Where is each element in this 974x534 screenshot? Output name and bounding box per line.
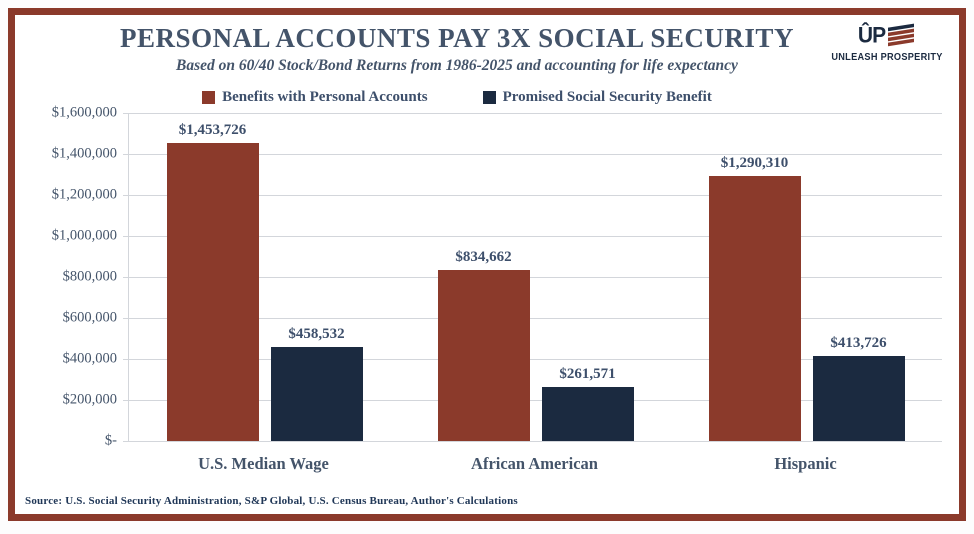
bar-group-african-american: [400, 113, 671, 441]
legend-label-social-security: Promised Social Security Benefit: [502, 89, 712, 105]
y-tick-label: $-: [104, 432, 117, 449]
y-tick-label: $1,000,000: [51, 227, 117, 244]
category-label-hispanic: Hispanic: [774, 454, 837, 473]
y-tick-label: $1,600,000: [51, 104, 117, 121]
source-note: Source: U.S. Social Security Administration, S&P Global, U.S. Census Bureau, Author's Calculations: [25, 495, 518, 507]
y-axis-tick-labels: [15, 104, 117, 449]
bar-value-label: $834,662: [455, 249, 512, 265]
legend-swatch-personal-accounts: [202, 91, 215, 104]
logo-mark: [823, 23, 951, 49]
chart-header: [15, 23, 899, 75]
bar-groups: [129, 113, 942, 441]
unleash-prosperity-logo: [823, 21, 951, 65]
chart-title: PERSONAL ACCOUNTS PAY 3X SOCIAL SECURITY: [120, 23, 794, 53]
chart-subtitle: Based on 60/40 Stock/Bond Returns from 1986-2025 and accounting for life expectancy: [176, 57, 738, 75]
bar-personal-accounts-u-s-median-wage: [167, 122, 259, 441]
y-tick-label: $800,000: [62, 268, 117, 285]
legend-label-personal-accounts: Benefits with Personal Accounts: [222, 89, 428, 105]
bar-value-label: $458,532: [288, 326, 345, 342]
bar-social-security-u-s-median-wage: [271, 326, 363, 441]
bar-group-u-s-median-wage: [129, 113, 400, 441]
y-tick-label: $600,000: [62, 309, 117, 326]
bar-group-hispanic: [671, 113, 942, 441]
x-axis-category-labels: [128, 454, 941, 474]
flag-icon: [886, 23, 916, 49]
chart-frame: [8, 8, 966, 521]
y-tick-label: $400,000: [62, 350, 117, 367]
y-tick-label: $200,000: [62, 391, 117, 408]
legend-swatch-social-security: [483, 91, 496, 104]
y-tick-label: $1,400,000: [51, 145, 117, 162]
legend-item-social-security: [483, 89, 712, 106]
bar-value-label: $261,571: [559, 366, 616, 382]
gridline: [129, 441, 942, 442]
plot-area: [128, 113, 942, 441]
bar-social-security-african-american: [542, 366, 634, 441]
y-tick-label: $1,200,000: [51, 186, 117, 203]
logo-wordmark: UNLEASH PROSPERITY: [831, 52, 943, 63]
legend-item-personal-accounts: [202, 89, 427, 106]
logo-up-letters: ÛP: [857, 23, 886, 48]
category-label-african-american: African American: [471, 454, 598, 473]
bar-personal-accounts-african-american: [438, 249, 530, 441]
bar-value-label: $413,726: [830, 335, 887, 351]
axis-tick-mark: [123, 441, 129, 442]
bar-value-label: $1,453,726: [178, 122, 247, 138]
bar-personal-accounts-hispanic: [709, 155, 801, 441]
bar-value-label: $1,290,310: [720, 155, 789, 171]
bar-social-security-hispanic: [813, 335, 905, 441]
category-label-u-s-median-wage: U.S. Median Wage: [198, 454, 329, 473]
chart-legend: [15, 89, 899, 106]
